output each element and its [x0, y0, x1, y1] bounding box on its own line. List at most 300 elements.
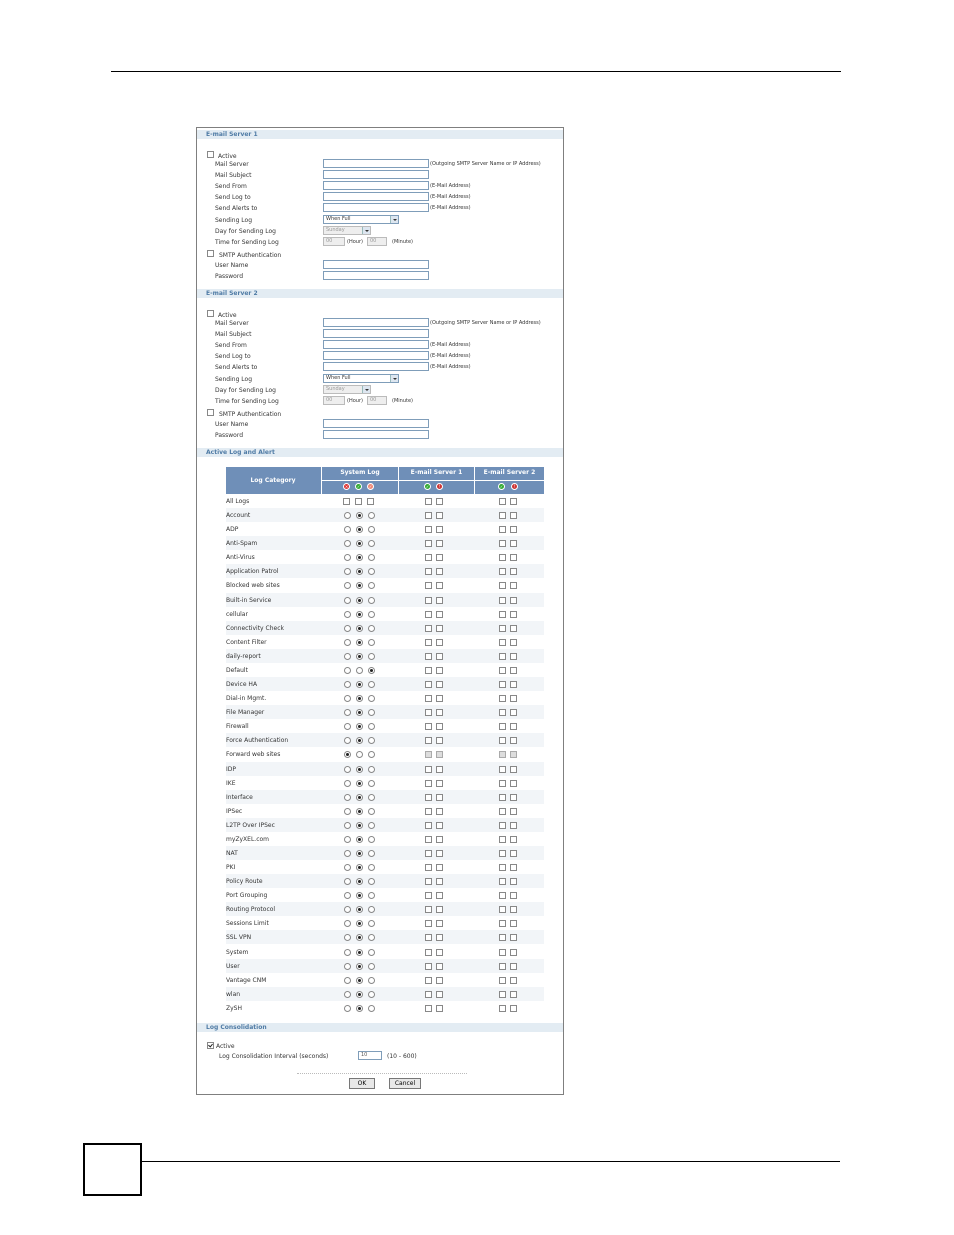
- email-checkbox[interactable]: [510, 653, 517, 660]
- syslog-radio[interactable]: [368, 934, 375, 941]
- syslog-radio[interactable]: [368, 667, 375, 674]
- email-checkbox[interactable]: [510, 949, 517, 956]
- email-checkbox[interactable]: [436, 681, 443, 688]
- syslog-radio[interactable]: [356, 878, 363, 885]
- syslog-radio[interactable]: [344, 977, 351, 984]
- email-checkbox[interactable]: [510, 808, 517, 815]
- sending-log-select[interactable]: [323, 215, 399, 224]
- email-checkbox[interactable]: [436, 667, 443, 674]
- day-select[interactable]: [323, 385, 371, 394]
- email-checkbox[interactable]: [436, 780, 443, 787]
- email-checkbox[interactable]: [425, 751, 432, 758]
- email-checkbox[interactable]: [425, 681, 432, 688]
- syslog-radio[interactable]: [344, 808, 351, 815]
- email-checkbox[interactable]: [425, 836, 432, 843]
- email-checkbox[interactable]: [436, 737, 443, 744]
- syslog-radio[interactable]: [368, 625, 375, 632]
- email-checkbox[interactable]: [510, 963, 517, 970]
- email-checkbox[interactable]: [425, 906, 432, 913]
- syslog-radio[interactable]: [356, 1005, 363, 1012]
- ok-button[interactable]: OK: [349, 1078, 375, 1089]
- email-checkbox[interactable]: [499, 653, 506, 660]
- email-checkbox[interactable]: [499, 723, 506, 730]
- email-checkbox[interactable]: [436, 1005, 443, 1012]
- syslog-radio[interactable]: [368, 822, 375, 829]
- field-input[interactable]: [323, 203, 429, 212]
- syslog-radio[interactable]: [368, 723, 375, 730]
- syslog-radio[interactable]: [368, 794, 375, 801]
- email-checkbox[interactable]: [425, 597, 432, 604]
- email-checkbox[interactable]: [425, 611, 432, 618]
- email-checkbox[interactable]: [425, 864, 432, 871]
- email-checkbox[interactable]: [425, 737, 432, 744]
- syslog-radio[interactable]: [368, 554, 375, 561]
- syslog-radio[interactable]: [368, 977, 375, 984]
- syslog-radio[interactable]: [344, 751, 351, 758]
- email-checkbox[interactable]: [499, 808, 506, 815]
- email-checkbox[interactable]: [510, 512, 517, 519]
- syslog-radio[interactable]: [344, 597, 351, 604]
- email-checkbox[interactable]: [499, 639, 506, 646]
- syslog-radio[interactable]: [356, 667, 363, 674]
- email-checkbox[interactable]: [499, 977, 506, 984]
- syslog-radio[interactable]: [356, 582, 363, 589]
- syslog-radio[interactable]: [356, 597, 363, 604]
- syslog-radio[interactable]: [356, 991, 363, 998]
- minute-input[interactable]: 00: [367, 396, 387, 405]
- email-checkbox[interactable]: [510, 934, 517, 941]
- email-checkbox[interactable]: [499, 892, 506, 899]
- syslog-radio[interactable]: [356, 737, 363, 744]
- syslog-radio[interactable]: [344, 554, 351, 561]
- email-checkbox[interactable]: [510, 695, 517, 702]
- consolidation-interval-input[interactable]: 10: [358, 1051, 382, 1060]
- email-checkbox[interactable]: [510, 526, 517, 533]
- email-checkbox[interactable]: [510, 977, 517, 984]
- email-checkbox[interactable]: [436, 540, 443, 547]
- syslog-radio[interactable]: [368, 1005, 375, 1012]
- email-checkbox[interactable]: [499, 780, 506, 787]
- email-checkbox[interactable]: [436, 892, 443, 899]
- email-checkbox[interactable]: [425, 878, 432, 885]
- email-checkbox[interactable]: [510, 864, 517, 871]
- email-checkbox[interactable]: [436, 766, 443, 773]
- email-checkbox[interactable]: [436, 526, 443, 533]
- email-checkbox[interactable]: [425, 892, 432, 899]
- email-checkbox[interactable]: [436, 653, 443, 660]
- username-input[interactable]: [323, 419, 429, 428]
- email-checkbox[interactable]: [499, 850, 506, 857]
- syslog-radio[interactable]: [344, 526, 351, 533]
- email-checkbox[interactable]: [436, 723, 443, 730]
- email-checkbox[interactable]: [499, 526, 506, 533]
- email-checkbox[interactable]: [499, 963, 506, 970]
- email-checkbox[interactable]: [425, 540, 432, 547]
- email-checkbox[interactable]: [425, 977, 432, 984]
- syslog-radio[interactable]: [344, 723, 351, 730]
- syslog-radio[interactable]: [356, 766, 363, 773]
- email-checkbox[interactable]: [425, 582, 432, 589]
- syslog-radio[interactable]: [356, 977, 363, 984]
- email-checkbox[interactable]: [499, 568, 506, 575]
- email-checkbox[interactable]: [425, 639, 432, 646]
- field-input[interactable]: [323, 192, 429, 201]
- syslog-radio[interactable]: [368, 582, 375, 589]
- email-checkbox[interactable]: [425, 850, 432, 857]
- email-checkbox[interactable]: [436, 582, 443, 589]
- email-checkbox[interactable]: [499, 498, 506, 505]
- email-checkbox[interactable]: [436, 949, 443, 956]
- syslog-radio[interactable]: [344, 991, 351, 998]
- syslog-radio[interactable]: [344, 850, 351, 857]
- email-checkbox[interactable]: [436, 864, 443, 871]
- syslog-radio[interactable]: [368, 963, 375, 970]
- email-checkbox[interactable]: [510, 568, 517, 575]
- syslog-radio[interactable]: [356, 836, 363, 843]
- syslog-radio[interactable]: [344, 836, 351, 843]
- syslog-radio[interactable]: [356, 794, 363, 801]
- email-checkbox[interactable]: [499, 540, 506, 547]
- email-checkbox[interactable]: [510, 709, 517, 716]
- email-checkbox[interactable]: [436, 822, 443, 829]
- email-checkbox[interactable]: [510, 625, 517, 632]
- syslog-radio[interactable]: [356, 920, 363, 927]
- email-checkbox[interactable]: [436, 625, 443, 632]
- email-checkbox[interactable]: [425, 695, 432, 702]
- day-label: Day for Sending Log: [215, 228, 276, 235]
- field-input[interactable]: [323, 351, 429, 360]
- email-checkbox[interactable]: [499, 681, 506, 688]
- syslog-radio[interactable]: [344, 681, 351, 688]
- syslog-radio[interactable]: [368, 681, 375, 688]
- email-checkbox[interactable]: [436, 963, 443, 970]
- syslog-radio[interactable]: [344, 625, 351, 632]
- email-checkbox[interactable]: [436, 695, 443, 702]
- email-checkbox[interactable]: [510, 836, 517, 843]
- email-checkbox[interactable]: [436, 512, 443, 519]
- server-active-checkbox[interactable]: [207, 151, 214, 158]
- field-input[interactable]: [323, 340, 429, 349]
- email-checkbox[interactable]: [436, 498, 443, 505]
- syslog-radio[interactable]: [356, 864, 363, 871]
- email-checkbox[interactable]: [436, 794, 443, 801]
- syslog-radio[interactable]: [368, 512, 375, 519]
- email-checkbox[interactable]: [425, 498, 432, 505]
- email-checkbox[interactable]: [510, 751, 517, 758]
- email-checkbox[interactable]: [436, 568, 443, 575]
- email-checkbox[interactable]: [425, 526, 432, 533]
- email-checkbox[interactable]: [499, 597, 506, 604]
- email-checkbox[interactable]: [499, 991, 506, 998]
- enable-debug-log-icon: ✓: [368, 484, 373, 489]
- field-input[interactable]: [323, 329, 429, 338]
- hour-input[interactable]: 00: [323, 396, 345, 405]
- syslog-checkbox[interactable]: [367, 498, 374, 505]
- email-checkbox[interactable]: [425, 991, 432, 998]
- syslog-radio[interactable]: [344, 653, 351, 660]
- email-checkbox[interactable]: [436, 878, 443, 885]
- email-checkbox[interactable]: [499, 1005, 506, 1012]
- email-checkbox[interactable]: [499, 582, 506, 589]
- syslog-radio[interactable]: [356, 934, 363, 941]
- email-checkbox[interactable]: [436, 639, 443, 646]
- syslog-radio[interactable]: [344, 582, 351, 589]
- email-checkbox[interactable]: [510, 878, 517, 885]
- email-checkbox[interactable]: [499, 695, 506, 702]
- email-checkbox[interactable]: [510, 1005, 517, 1012]
- syslog-radio[interactable]: [356, 850, 363, 857]
- email-checkbox[interactable]: [510, 498, 517, 505]
- server-active-checkbox[interactable]: [207, 310, 214, 317]
- email-checkbox[interactable]: [499, 625, 506, 632]
- syslog-radio[interactable]: [344, 568, 351, 575]
- day-select[interactable]: [323, 226, 371, 235]
- syslog-radio[interactable]: [356, 906, 363, 913]
- syslog-radio[interactable]: [344, 864, 351, 871]
- syslog-radio[interactable]: [344, 794, 351, 801]
- syslog-radio[interactable]: [344, 934, 351, 941]
- syslog-radio[interactable]: [344, 906, 351, 913]
- email-checkbox[interactable]: [425, 554, 432, 561]
- section-header-log-consolidation: [197, 1023, 563, 1032]
- syslog-radio[interactable]: [356, 963, 363, 970]
- email-checkbox[interactable]: [510, 723, 517, 730]
- email-checkbox[interactable]: [510, 667, 517, 674]
- email-checkbox[interactable]: [436, 991, 443, 998]
- syslog-radio[interactable]: [344, 639, 351, 646]
- email-checkbox[interactable]: [499, 836, 506, 843]
- log-category-label: Firewall: [226, 723, 249, 731]
- syslog-radio[interactable]: [356, 540, 363, 547]
- email-checkbox[interactable]: [425, 934, 432, 941]
- syslog-radio[interactable]: [368, 597, 375, 604]
- email-checkbox[interactable]: [499, 512, 506, 519]
- syslog-radio[interactable]: [344, 611, 351, 618]
- syslog-radio[interactable]: [344, 878, 351, 885]
- syslog-radio[interactable]: [368, 892, 375, 899]
- email-checkbox[interactable]: [510, 681, 517, 688]
- syslog-radio[interactable]: [368, 611, 375, 618]
- email-checkbox[interactable]: [436, 906, 443, 913]
- email-checkbox[interactable]: [425, 780, 432, 787]
- password-input[interactable]: [323, 430, 429, 439]
- email-checkbox[interactable]: [510, 540, 517, 547]
- syslog-radio[interactable]: [356, 625, 363, 632]
- minute-input[interactable]: 00: [367, 237, 387, 246]
- syslog-radio[interactable]: [344, 737, 351, 744]
- email-checkbox[interactable]: [425, 653, 432, 660]
- email-checkbox[interactable]: [425, 568, 432, 575]
- email-checkbox[interactable]: [510, 850, 517, 857]
- syslog-radio[interactable]: [368, 920, 375, 927]
- syslog-radio[interactable]: [356, 709, 363, 716]
- syslog-radio[interactable]: [368, 906, 375, 913]
- email-checkbox[interactable]: [436, 934, 443, 941]
- log-category-label: Port Grouping: [226, 892, 268, 900]
- email-checkbox[interactable]: [510, 554, 517, 561]
- syslog-checkbox[interactable]: [355, 498, 362, 505]
- email-checkbox[interactable]: [510, 991, 517, 998]
- syslog-radio[interactable]: [344, 780, 351, 787]
- email-checkbox[interactable]: [499, 920, 506, 927]
- syslog-radio[interactable]: [356, 695, 363, 702]
- email-checkbox[interactable]: [499, 751, 506, 758]
- field-input[interactable]: [323, 318, 429, 327]
- table-row: [226, 677, 544, 691]
- email-checkbox[interactable]: [425, 723, 432, 730]
- password-input[interactable]: [323, 271, 429, 280]
- email-checkbox[interactable]: [499, 611, 506, 618]
- syslog-radio[interactable]: [344, 695, 351, 702]
- email-checkbox[interactable]: [499, 766, 506, 773]
- syslog-radio[interactable]: [356, 526, 363, 533]
- syslog-radio[interactable]: [368, 850, 375, 857]
- email-checkbox[interactable]: [510, 794, 517, 801]
- email-checkbox[interactable]: [499, 794, 506, 801]
- email-checkbox[interactable]: [425, 766, 432, 773]
- syslog-radio[interactable]: [368, 540, 375, 547]
- email-checkbox[interactable]: [425, 808, 432, 815]
- email-checkbox[interactable]: [425, 963, 432, 970]
- syslog-radio[interactable]: [368, 639, 375, 646]
- email-checkbox[interactable]: [425, 920, 432, 927]
- email-checkbox[interactable]: [499, 822, 506, 829]
- syslog-radio[interactable]: [368, 949, 375, 956]
- hour-input[interactable]: 00: [323, 237, 345, 246]
- email-checkbox[interactable]: [499, 949, 506, 956]
- email-checkbox[interactable]: [510, 822, 517, 829]
- email-checkbox[interactable]: [436, 709, 443, 716]
- email-checkbox[interactable]: [425, 1005, 432, 1012]
- username-input[interactable]: [323, 260, 429, 269]
- field-input[interactable]: [323, 362, 429, 371]
- smtp-auth-checkbox[interactable]: [207, 250, 214, 257]
- email-checkbox[interactable]: [425, 512, 432, 519]
- syslog-radio[interactable]: [344, 892, 351, 899]
- syslog-radio[interactable]: [368, 653, 375, 660]
- log-category-label: Content Filter: [226, 638, 267, 646]
- syslog-radio[interactable]: [344, 822, 351, 829]
- sending-log-select[interactable]: [323, 374, 399, 383]
- email-checkbox[interactable]: [499, 934, 506, 941]
- email-checkbox[interactable]: [510, 780, 517, 787]
- email-checkbox[interactable]: [436, 751, 443, 758]
- log-category-label: Routing Protocol: [226, 906, 276, 914]
- email-checkbox[interactable]: [436, 808, 443, 815]
- field-input[interactable]: [323, 181, 429, 190]
- syslog-radio[interactable]: [368, 780, 375, 787]
- email-checkbox[interactable]: [499, 906, 506, 913]
- email-checkbox[interactable]: [510, 737, 517, 744]
- syslog-radio[interactable]: [344, 1005, 351, 1012]
- email-checkbox[interactable]: [510, 611, 517, 618]
- syslog-radio[interactable]: [368, 709, 375, 716]
- smtp-auth-checkbox[interactable]: [207, 409, 214, 416]
- syslog-radio[interactable]: [344, 963, 351, 970]
- syslog-radio[interactable]: [356, 554, 363, 561]
- syslog-radio[interactable]: [356, 639, 363, 646]
- syslog-radio[interactable]: [356, 808, 363, 815]
- syslog-radio[interactable]: [356, 653, 363, 660]
- email-checkbox[interactable]: [499, 737, 506, 744]
- syslog-radio[interactable]: [344, 540, 351, 547]
- email-checkbox[interactable]: [510, 597, 517, 604]
- table-row: [226, 550, 544, 564]
- field-input[interactable]: [323, 170, 429, 179]
- syslog-radio[interactable]: [356, 611, 363, 618]
- syslog-radio[interactable]: [356, 822, 363, 829]
- syslog-radio[interactable]: [344, 512, 351, 519]
- email-checkbox[interactable]: [436, 977, 443, 984]
- email-checkbox[interactable]: [425, 667, 432, 674]
- email-checkbox[interactable]: [510, 892, 517, 899]
- email-checkbox[interactable]: [510, 906, 517, 913]
- syslog-radio[interactable]: [356, 568, 363, 575]
- syslog-radio[interactable]: [368, 526, 375, 533]
- cancel-button[interactable]: Cancel: [389, 1078, 421, 1089]
- syslog-radio[interactable]: [344, 766, 351, 773]
- syslog-radio[interactable]: [368, 751, 375, 758]
- syslog-radio[interactable]: [344, 920, 351, 927]
- syslog-radio[interactable]: [368, 864, 375, 871]
- email-checkbox[interactable]: [510, 920, 517, 927]
- syslog-radio[interactable]: [356, 780, 363, 787]
- syslog-radio[interactable]: [356, 949, 363, 956]
- syslog-radio[interactable]: [368, 991, 375, 998]
- syslog-radio[interactable]: [344, 667, 351, 674]
- syslog-radio[interactable]: [344, 709, 351, 716]
- syslog-radio[interactable]: [356, 723, 363, 730]
- email-checkbox[interactable]: [499, 554, 506, 561]
- email-checkbox[interactable]: [436, 611, 443, 618]
- table-row: [226, 762, 544, 776]
- email-checkbox[interactable]: [425, 949, 432, 956]
- field-input[interactable]: [323, 159, 429, 168]
- section-title: E-mail Server 1: [206, 131, 258, 138]
- email-checkbox[interactable]: [425, 822, 432, 829]
- email-checkbox[interactable]: [425, 794, 432, 801]
- email-checkbox[interactable]: [436, 597, 443, 604]
- consolidation-active-checkbox[interactable]: [207, 1042, 214, 1049]
- email-checkbox[interactable]: [499, 709, 506, 716]
- syslog-radio[interactable]: [368, 737, 375, 744]
- syslog-radio[interactable]: [368, 836, 375, 843]
- email-checkbox[interactable]: [499, 864, 506, 871]
- email-checkbox[interactable]: [425, 625, 432, 632]
- email-checkbox[interactable]: [499, 667, 506, 674]
- email-checkbox[interactable]: [436, 920, 443, 927]
- email-checkbox[interactable]: [499, 878, 506, 885]
- syslog-radio[interactable]: [368, 808, 375, 815]
- syslog-radio[interactable]: [368, 695, 375, 702]
- email-checkbox[interactable]: [436, 554, 443, 561]
- email-checkbox[interactable]: [510, 766, 517, 773]
- syslog-radio[interactable]: [368, 878, 375, 885]
- syslog-radio[interactable]: [344, 949, 351, 956]
- syslog-radio[interactable]: [356, 751, 363, 758]
- syslog-radio[interactable]: [368, 766, 375, 773]
- email-checkbox[interactable]: [510, 639, 517, 646]
- syslog-radio[interactable]: [368, 568, 375, 575]
- email-checkbox[interactable]: [510, 582, 517, 589]
- email-checkbox[interactable]: [425, 709, 432, 716]
- syslog-radio[interactable]: [356, 892, 363, 899]
- syslog-checkbox[interactable]: [343, 498, 350, 505]
- email-checkbox[interactable]: [436, 850, 443, 857]
- email-checkbox[interactable]: [436, 836, 443, 843]
- syslog-radio[interactable]: [356, 681, 363, 688]
- syslog-radio[interactable]: [356, 512, 363, 519]
